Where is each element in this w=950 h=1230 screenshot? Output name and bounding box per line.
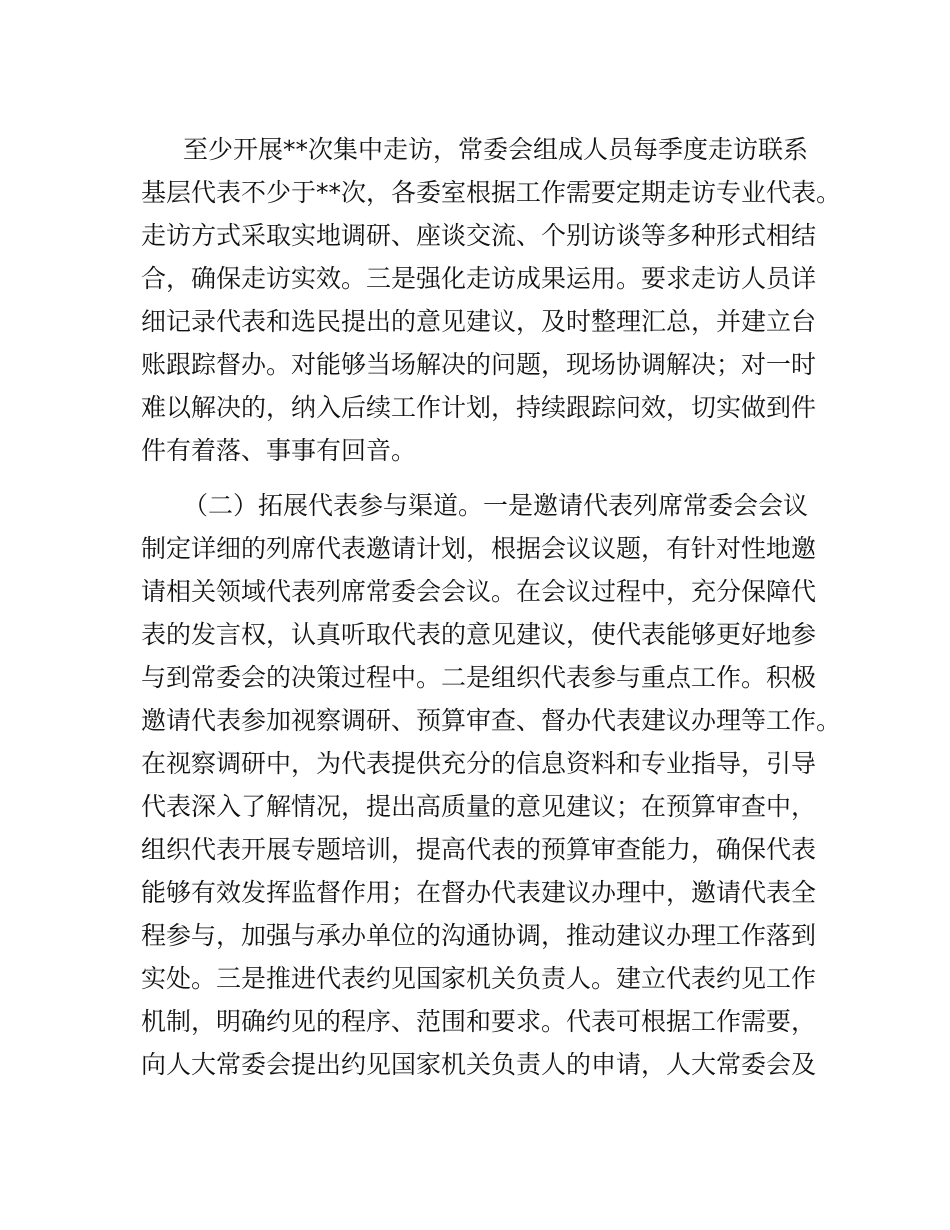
text-line: 程参与，加强与承办单位的沟通协调，推动建议办理工作落到 bbox=[141, 921, 817, 950]
text-line: 难以解决的，纳入后续工作计划，持续跟踪问效，切实做到件 bbox=[141, 393, 817, 422]
text-line: 邀请代表参加视察调研、预算审查、督办代表建议办理等工作。 bbox=[141, 706, 842, 735]
text-line: 至少开展**次集中走访，常委会组成人员每季度走访联系 bbox=[183, 135, 809, 164]
text-line: 账跟踪督办。对能够当场解决的问题，现场协调解决；对一时 bbox=[141, 350, 817, 379]
text-line: 制定详细的列席代表邀请计划，根据会议议题，有针对性地邀 bbox=[141, 534, 817, 563]
text-line: 基层代表不少于**次，各委室根据工作需要定期走访专业代表。 bbox=[141, 178, 842, 207]
text-line: 组织代表开展专题培训，提高代表的预算审查能力，确保代表 bbox=[141, 835, 817, 864]
text-line: 表的发言权，认真听取代表的意见建议，使代表能够更好地参 bbox=[141, 620, 817, 649]
text-line: 机制，明确约见的程序、范围和要求。代表可根据工作需要， bbox=[141, 1007, 817, 1036]
text-line: 合，确保走访实效。三是强化走访成果运用。要求走访人员详 bbox=[141, 264, 817, 293]
text-line: 能够有效发挥监督作用；在督办代表建议办理中，邀请代表全 bbox=[141, 878, 817, 907]
text-line: 件有着落、事事有回音。 bbox=[141, 436, 417, 465]
text-line: （二）拓展代表参与渠道。一是邀请代表列席常委会会议 bbox=[183, 491, 809, 520]
text-line: 在视察调研中，为代表提供充分的信息资料和专业指导，引导 bbox=[141, 749, 817, 778]
text-line: 走访方式采取实地调研、座谈交流、个别访谈等多种形式相结 bbox=[141, 221, 817, 250]
text-line: 实处。三是推进代表约见国家机关负责人。建立代表约见工作 bbox=[141, 964, 817, 993]
text-line: 与到常委会的决策过程中。二是组织代表参与重点工作。积极 bbox=[141, 663, 817, 692]
text-line: 请相关领域代表列席常委会会议。在会议过程中，充分保障代 bbox=[141, 577, 817, 606]
text-line: 向人大常委会提出约见国家机关负责人的申请，人大常委会及 bbox=[141, 1050, 817, 1079]
text-line: 代表深入了解情况，提出高质量的意见建议；在预算审查中， bbox=[141, 792, 817, 821]
text-line: 细记录代表和选民提出的意见建议，及时整理汇总，并建立台 bbox=[141, 307, 817, 336]
